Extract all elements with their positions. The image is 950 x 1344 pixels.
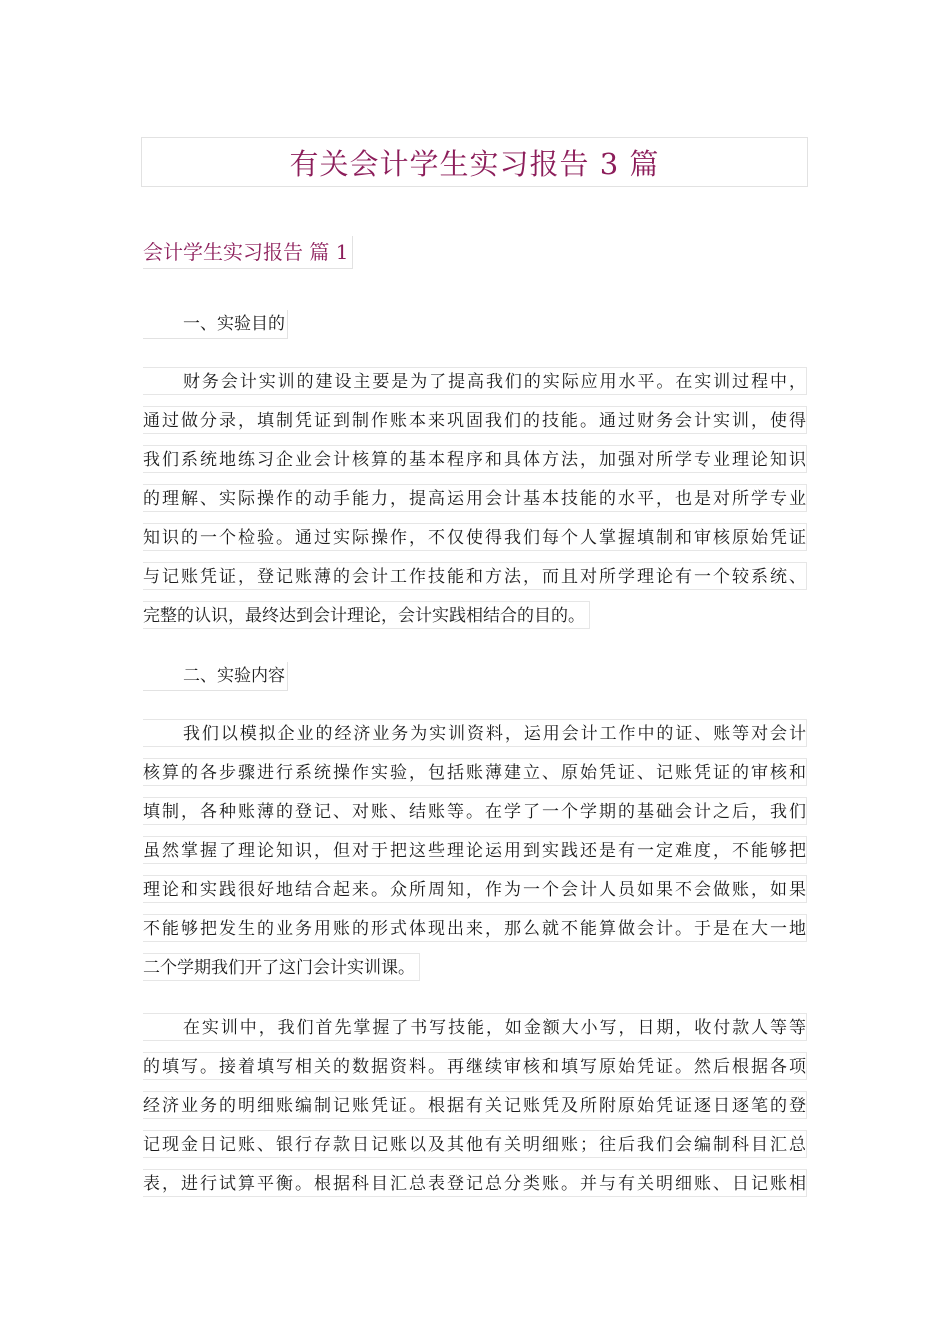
paragraph-line: 经济业务的明细账编制记账凭证。根据有关记账凭及所附原始凭证逐日逐笔的登 — [143, 1091, 807, 1119]
paragraph-line: 核算的各步骤进行系统操作实验，包括账薄建立、原始凭证、记账凭证的审核和 — [143, 758, 807, 786]
heading-experiment-purpose: 一、实验目的 — [143, 310, 288, 339]
paragraph-line: 记现金日记账、银行存款日记账以及其他有关明细账；往后我们会编制科目汇总 — [143, 1130, 807, 1158]
paragraph-line: 填制，各种账薄的登记、对账、结账等。在学了一个学期的基础会计之后，我们 — [143, 797, 807, 825]
paragraph-line: 财务会计实训的建设主要是为了提高我们的实际应用水平。在实训过程中， — [143, 367, 807, 395]
paragraph-line: 在实训中，我们首先掌握了书写技能，如金额大小写，日期，收付款人等等 — [143, 1013, 807, 1041]
paragraph-line: 与记账凭证，登记账薄的会计工作技能和方法，而且对所学理论有一个较系统、 — [143, 562, 807, 590]
heading-experiment-content: 二、实验内容 — [143, 662, 288, 691]
paragraph-line: 完整的认识，最终达到会计理论，会计实践相结合的目的。 — [143, 601, 590, 629]
paragraph-line: 知识的一个检验。通过实际操作，不仅使得我们每个人掌握填制和审核原始凭证 — [143, 523, 807, 551]
paragraph-3 — [143, 1013, 807, 1208]
document-title-box — [141, 137, 808, 187]
paragraph-line: 的理解、实际操作的动手能力，提高运用会计基本技能的水平，也是对所学专业 — [143, 484, 807, 512]
paragraph-1 — [143, 367, 807, 644]
document-title: 有关会计学生实习报告 3 篇 — [289, 146, 660, 181]
paragraph-line: 我们以模拟企业的经济业务为实训资料，运用会计工作中的证、账等对会计 — [143, 719, 807, 747]
paragraph-line: 通过做分录，填制凭证到制作账本来巩固我们的技能。通过财务会计实训，使得 — [143, 406, 807, 434]
paragraph-line: 二个学期我们开了这门会计实训课。 — [143, 953, 420, 981]
paragraph-line: 我们系统地练习企业会计核算的基本程序和具体方法，加强对所学专业理论知识 — [143, 445, 807, 473]
paragraph-line: 的填写。接着填写相关的数据资料。再继续审核和填写原始凭证。然后根据各项 — [143, 1052, 807, 1080]
paragraph-line: 理论和实践很好地结合起来。众所周知，作为一个会计人员如果不会做账，如果 — [143, 875, 807, 903]
section-title: 会计学生实习报告 篇 1 — [143, 236, 353, 269]
paragraph-line: 不能够把发生的业务用账的形式体现出来，那么就不能算做会计。于是在大一地 — [143, 914, 807, 942]
paragraph-2 — [143, 719, 807, 996]
paragraph-line: 虽然掌握了理论知识，但对于把这些理论运用到实践还是有一定难度，不能够把 — [143, 836, 807, 864]
paragraph-line: 表，进行试算平衡。根据科目汇总表登记总分类账。并与有关明细账、日记账相 — [143, 1169, 807, 1197]
